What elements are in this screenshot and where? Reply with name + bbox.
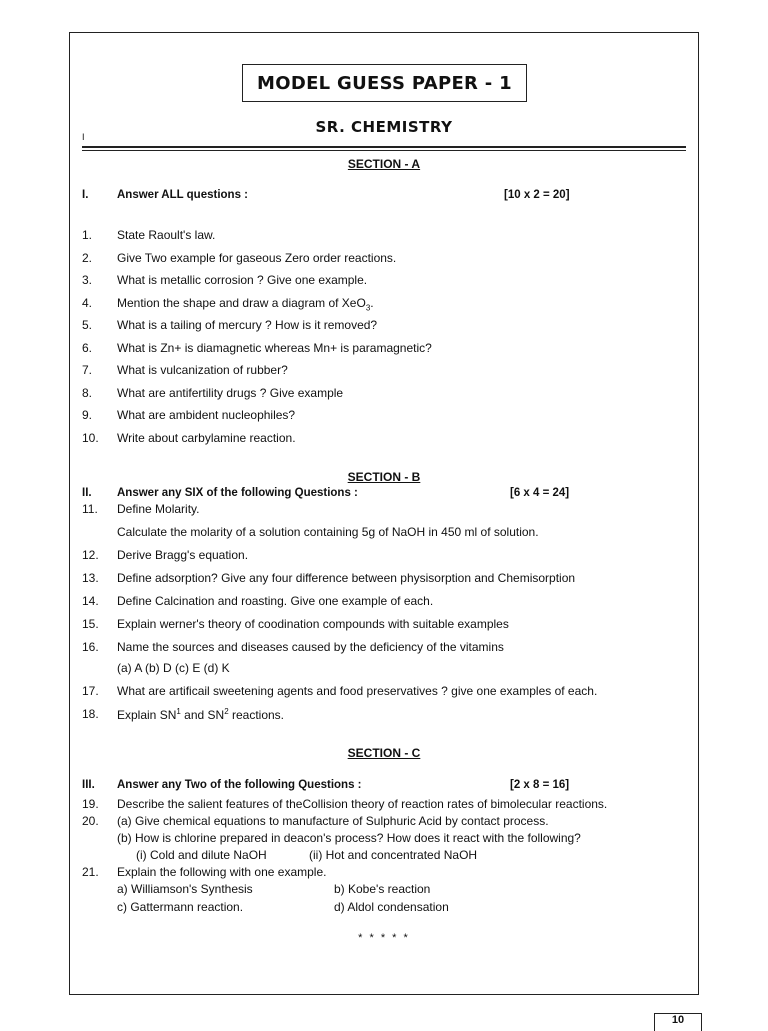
- page-number-box: [654, 1013, 702, 1031]
- question-20-b-ii: (ii) Hot and concentrated NaOH: [309, 848, 478, 862]
- question-text: What is metallic corrosion ? Give one example.: [117, 273, 368, 287]
- question-number: 1.: [82, 228, 93, 242]
- question-21-a: a) Williamson's Synthesis: [117, 882, 253, 896]
- question-number: 3.: [82, 273, 93, 287]
- question-number: 8.: [82, 385, 93, 400]
- question-text: Name the sources and diseases caused by the deficiency of the vitamins: [117, 640, 504, 654]
- subscript: 3: [365, 302, 371, 312]
- question-text: Derive Bragg's equation.: [117, 548, 249, 562]
- question-21-c: c) Gattermann reaction.: [117, 900, 244, 914]
- question-20-b-i: (i) Cold and dilute NaOH: [136, 848, 267, 862]
- question-11-continuation: Calculate the molarity of a solution containing 5g of NaOH in 450 ml of solution.: [117, 525, 539, 539]
- question-number: 10.: [82, 430, 99, 445]
- section-b-heading: SECTION - B: [347, 470, 421, 484]
- subject-title: SR. CHEMISTRY: [315, 118, 453, 136]
- question-number: 15.: [82, 617, 99, 631]
- question-21-d: d) Aldol condensation: [334, 900, 449, 914]
- question-text: What is a tailing of mercury ? How is it removed?: [117, 318, 378, 332]
- question-number: 4.: [82, 295, 93, 310]
- page-number: 10: [671, 1014, 685, 1026]
- question-text: Write about carbylamine reaction.: [117, 430, 296, 445]
- question-number: 6.: [82, 340, 93, 355]
- section-c-heading: SECTION - C: [347, 746, 421, 760]
- question-20-b: (b) How is chlorine prepared in deacon's process? How does it react with the following?: [117, 831, 581, 845]
- question-text: Explain werner's theory of coodination compounds with suitable examples: [117, 617, 509, 631]
- title-box: [242, 64, 527, 102]
- question-text: Mention the shape and draw a diagram of XeO$_3$.: [117, 295, 374, 312]
- header-rule-thin: [82, 150, 686, 151]
- question-number: 7.: [82, 363, 93, 377]
- question-text: Give Two example for gaseous Zero order reactions.: [117, 250, 397, 265]
- question-21-b: b) Kobe's reaction: [334, 882, 431, 896]
- question-number: 14.: [82, 594, 99, 608]
- paper-title: MODEL GUESS PAPER - 1: [257, 72, 512, 94]
- question-text: Define Calcination and roasting. Give one example of each.: [117, 594, 434, 608]
- question-number: 13.: [82, 571, 99, 585]
- question-text: What are ambident nucleophiles?: [117, 408, 296, 422]
- question-number: 2.: [82, 250, 93, 265]
- question-text: State Raoult's law.: [117, 228, 216, 242]
- question-text: What is vulcanization of rubber?: [117, 363, 288, 377]
- question-number: 16.: [82, 640, 99, 654]
- question-text: Define adsorption? Give any four difference between physisorption and Chemisorption: [117, 571, 576, 585]
- question-16-options: (a) A (b) D (c) E (d) K: [117, 661, 230, 675]
- question-number: 12.: [82, 548, 99, 562]
- question-number: 9.: [82, 408, 93, 422]
- tick-mark: I: [82, 132, 85, 142]
- header-rule-thick: [82, 146, 686, 148]
- question-text: What is Zn+ is diamagnetic whereas Mn+ is paramagnetic?: [117, 340, 432, 355]
- question-number: 5.: [82, 318, 93, 332]
- end-stars: * * * * *: [358, 932, 410, 944]
- question-text: What are antifertility drugs ? Give example: [117, 385, 344, 400]
- section-a-heading: SECTION - A: [347, 157, 421, 171]
